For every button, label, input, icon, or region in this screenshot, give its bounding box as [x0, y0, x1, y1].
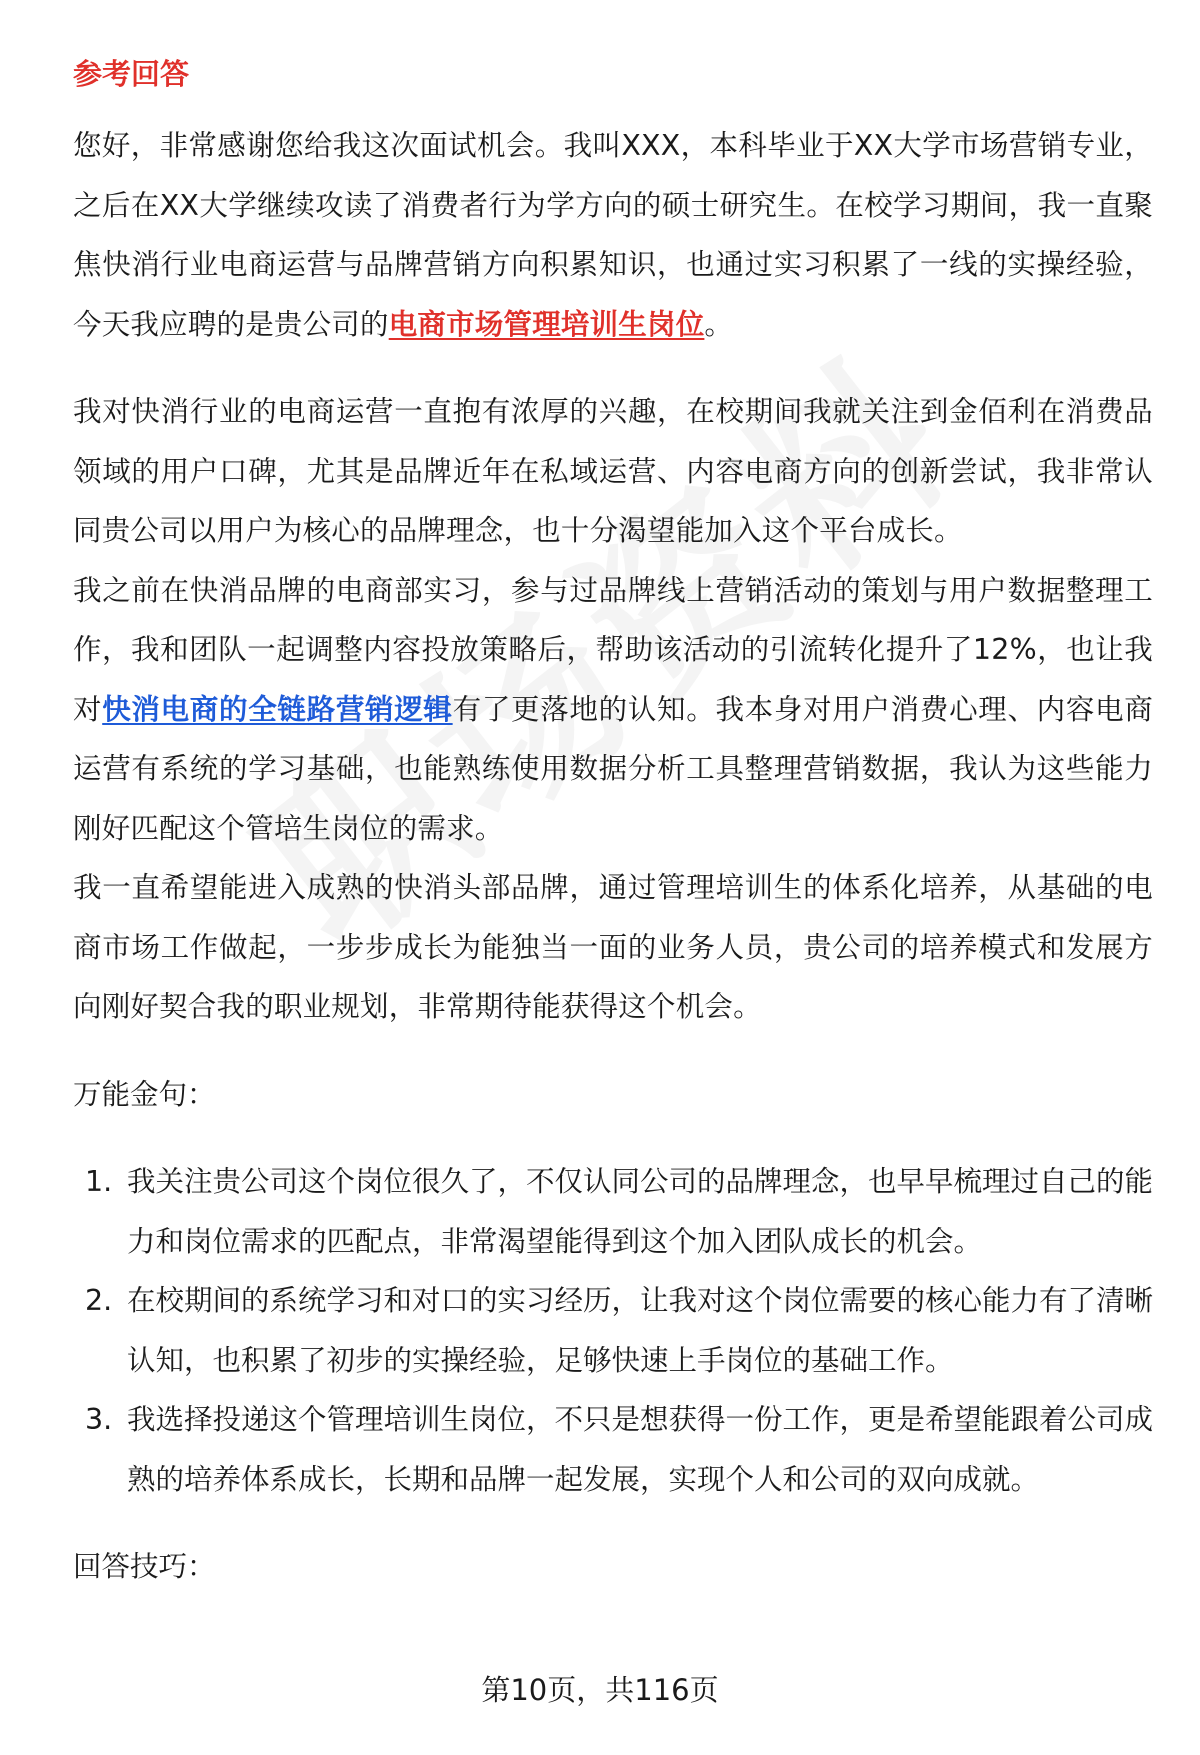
section-heading: 参考回答: [73, 57, 190, 91]
answer-tips-heading: 回答技巧：: [73, 1550, 216, 1583]
golden-sentences-list: [73, 1152, 1153, 1509]
goal-paragraph: 我一直希望能进入成熟的快消头部品牌，通过管理培训生的体系化培养，从基础的电商市场工作做起，一步步成长为能独当一面的业务人员，贵公司的培养模式和发展方向刚好契合我的职业规划，非常期待能获得这个机会。: [73, 871, 1153, 1023]
list-item: [73, 1152, 1153, 1271]
list-item-text: 我选择投递这个管理培训生岗位，不只是想获得一份工作，更是希望能跟着公司成熟的培养体系成长，长期和品牌一起发展，实现个人和公司的双向成就。: [127, 1403, 1154, 1496]
list-item: [73, 1271, 1153, 1390]
page-number-footer: 第10页，共116页: [481, 1673, 719, 1707]
experience-paragraph: [73, 561, 1153, 859]
list-item: [73, 1390, 1153, 1509]
golden-sentences-heading: 万能金句：: [73, 1077, 216, 1111]
intro-text: 您好，非常感谢您给我这次面试机会。我叫XXX，本科毕业于XX大学市场营销专业，之后在XX大学继续攻读了消费者行为学方向的硕士研究生。在校学习期间，我一直聚焦快消行业电商运营与品牌营销方向积累知识，也通过实习积累了一线的实操经验，今天我应聘的是贵公司的: [73, 129, 1153, 341]
list-item-text: 我关注贵公司这个岗位很久了，不仅认同公司的品牌理念，也早早梳理过自己的能力和岗位需求的匹配点，非常渴望能得到这个加入团队成长的机会。: [127, 1165, 1154, 1258]
intro-paragraph: [73, 116, 1153, 354]
page-content: [73, 54, 1153, 1625]
list-item-number: 1.: [85, 1165, 113, 1198]
experience-text-end: 有了更落地的认知。我本身对用户消费心理、内容电商运营有系统的学习基础，也能熟练使用数据分析工具整理营销数据，我认为这些能力刚好匹配这个管培生岗位的需求。: [73, 692, 1153, 845]
list-item-number: 3.: [85, 1403, 113, 1436]
list-item-number: 2.: [85, 1284, 113, 1317]
position-highlight: 电商市场管理培训生岗位: [388, 307, 705, 341]
intro-text-end: 。: [704, 307, 734, 341]
list-item-text: 在校期间的系统学习和对口的实习经历，让我对这个岗位需要的核心能力有了清晰认知，也积累了初步的实操经验，足够快速上手岗位的基础工作。: [127, 1284, 1154, 1377]
logic-highlight: 快消电商的全链路营销逻辑: [102, 692, 453, 726]
interest-paragraph: 我对快消行业的电商运营一直抱有浓厚的兴趣，在校期间我就关注到金佰利在消费品领域的用户口碑，尤其是品牌近年在私域运营、内容电商方向的创新尝试，我非常认同贵公司以用户为核心的品牌理念，也十分渴望能加入这个平台成长。: [73, 395, 1153, 547]
experience-text: 我之前在快消品牌的电商部实习，参与过品牌线上营销活动的策划与用户数据整理工作，我和团队一起调整内容投放策略后，帮助该活动的引流转化提升了12%，也让我对: [73, 573, 1153, 726]
